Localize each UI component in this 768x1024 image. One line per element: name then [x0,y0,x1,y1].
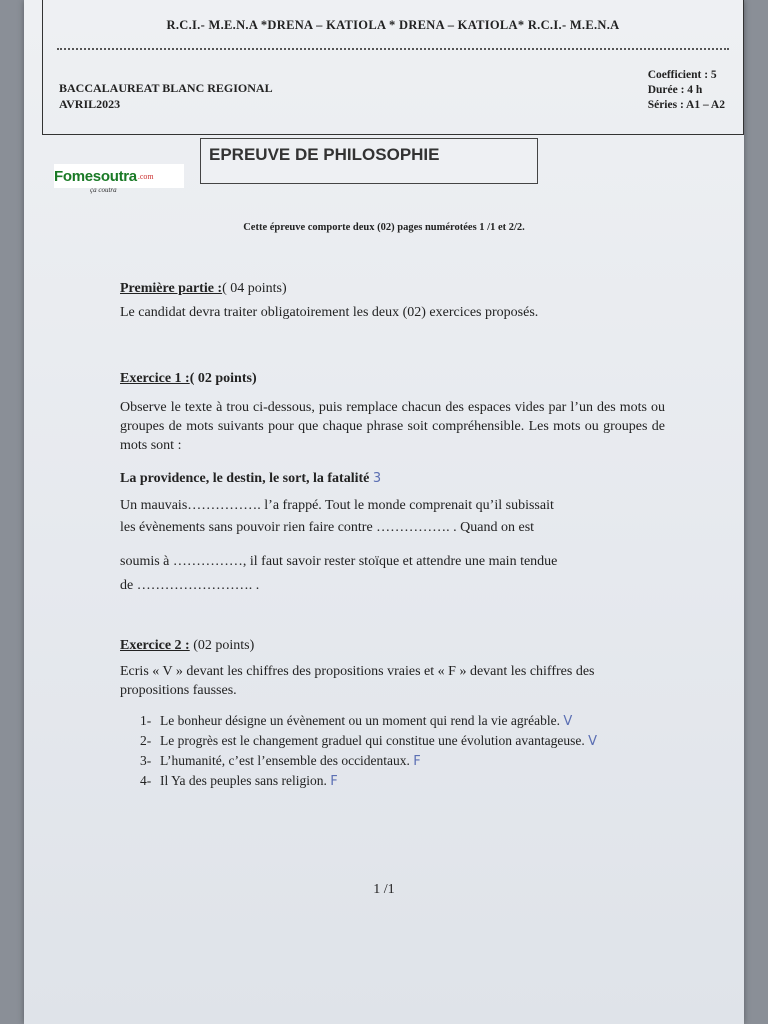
coefficient: Coefficient : 5 [647,69,717,81]
handwritten-answer: V [588,734,598,749]
proposition-text-content: L’humanité, c’est l’ensemble des occidentaux. [160,753,410,768]
proposition-text-content: Il Ya des peuples sans religion. [160,773,327,788]
title-box [200,138,538,184]
page-number: 1 /1 [373,882,395,897]
ex1-text-line-2: les évènements sans pouvoir rien faire contre ……………. . Quand on est [120,520,535,535]
ex1-instruction: Observe le texte à trou ci-dessous, puis remplace chacun des espaces vides par l’un des mots ou groupes de mots suivants pour que chaque phrase soit compréhensible. Les mots ou groupes de mots sont : [120,400,665,453]
exam-name: BACCALAUREAT BLANC REGIONAL [59,81,273,95]
exam-meta [648,68,725,113]
logo-domain: .com [137,171,154,181]
series: Séries : A1 – A2 [647,99,725,111]
part1-instruction: Le candidat devra traiter obligatoirement les deux (02) exercices proposés. [120,305,539,320]
proposition-text [160,731,675,751]
ex1-text-line-4: de ……………………. . [120,578,260,593]
proposition-text [160,711,675,731]
proposition-text-content: Le progrès est le changement graduel qui constitue une évolution avantageuse. [160,733,585,748]
proposition-list [140,711,675,791]
dotted-separator [57,48,729,50]
proposition-item [140,771,675,791]
ex1-words: La providence, le destin, le sort, la fatalité [120,471,370,486]
ex1-text-line-1: Un mauvais……………. l’a frappé. Tout le monde comprenait qu’il subissait [120,498,554,513]
duration: Durée : 4 h [647,84,703,96]
ex2-heading-line [120,636,665,655]
proposition-item [140,731,675,751]
proposition-text-content: Le bonheur désigne un évènement ou un moment qui rend la vie agréable. [160,713,560,728]
proposition-item [140,711,675,731]
ex1-words-line [120,469,665,488]
proposition-text [160,751,675,771]
ex2-heading: Exercice 2 : [120,638,190,653]
ex1-heading: Exercice 1 : [120,371,190,386]
handwritten-answer: F [330,774,338,789]
part1-heading: Première partie : [120,281,223,296]
proposition-number: 3- [140,753,152,768]
part1-points: ( 04 points) [222,281,287,296]
org-line: R.C.I.- M.E.N.A *DRENA – KATIOLA * DRENA – KATIOLA* R.C.I.- M.E.N.A [166,18,620,32]
ex2-propositions [140,711,675,791]
handwritten-answer: F [413,754,421,769]
exam-page [24,0,744,1024]
exam-date: AVRIL2023 [59,97,121,111]
ex1-points: ( 02 points) [189,371,257,386]
logo-slogan: ça coutra [90,186,117,194]
proposition-text [160,771,675,791]
proposition-number: 2- [140,733,152,748]
header-box [42,0,744,135]
ex1-heading-line [120,369,665,388]
proposition-number: 4- [140,773,152,788]
proposition-item [140,751,675,771]
logo-name: Fomesoutra [54,167,137,185]
ex1-handwritten-mark: 3 [372,471,382,486]
ex2-instruction: Ecris « V » devant les chiffres des propositions vraies et « F » devant les chiffres des propositions fausses. [120,664,595,698]
exam-info [59,80,273,112]
fomesoutra-logo [54,164,184,188]
ex1-text-line-3: soumis à ……………, il faut savoir rester stoïque et attendre une main tendue [120,554,558,569]
pages-note: Cette épreuve comporte deux (02) pages numérotées 1 /1 et 2/2. [243,222,525,233]
handwritten-answer: V [563,714,573,729]
page-title: EPREUVE DE PHILOSOPHIE [209,145,440,164]
ex2-points: (02 points) [193,638,255,653]
proposition-number: 1- [140,713,152,728]
part1-heading-line [120,279,665,298]
